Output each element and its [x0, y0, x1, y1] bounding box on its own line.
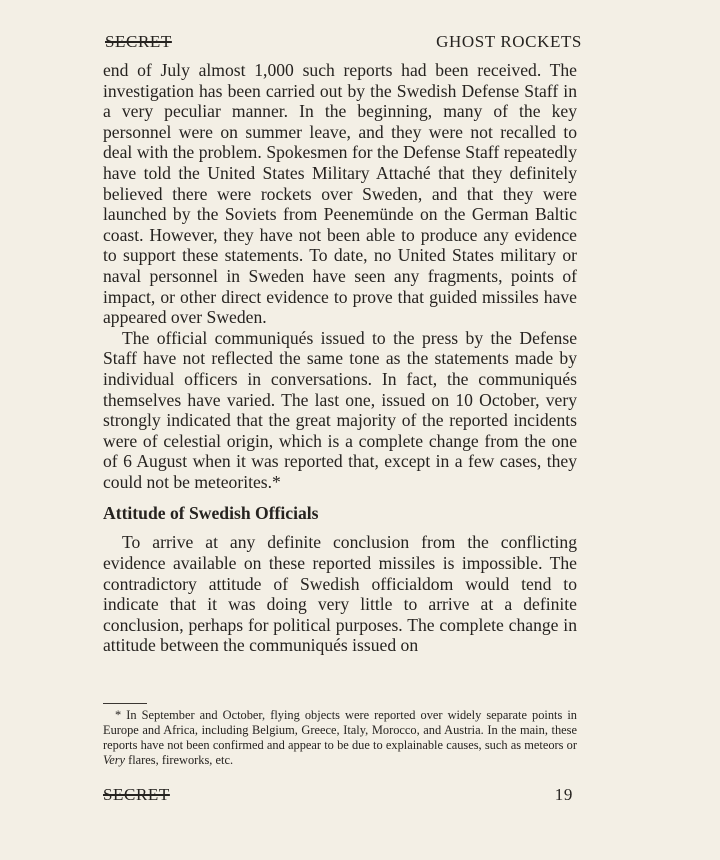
footer-classification-marking: SECRET [103, 785, 170, 804]
footnote-italic-term: Very [103, 753, 126, 767]
running-title: GHOST ROCKETS [436, 32, 582, 51]
paragraph-communiques: The official communiqués issued to the press by the Defense Staff have not reflected the same tone as the statements made by individual officers in conversations. In fact, the communiqués themselves have varied. The last one, issued on 10 October, very strongly indicated that the great majority of the reported incidents were of celestial origin, which is a complete change from the one of 6 August when it was reported that, except in a few cases, they could not be meteorites.* [103, 327, 577, 492]
footnote-divider [103, 703, 147, 704]
page-number: 19 [554, 785, 573, 804]
footnote-text-end: flares, fireworks, etc. [125, 753, 234, 767]
footnote-text-start: * In September and October, flying objects were reported over widely separate points in Europe and Africa, including Belgium, Greece, Italy, Morocco, and Austria. In the main, these reports have not been confirmed and appear to be due to explainable causes, such as meteors or [103, 708, 577, 752]
section-heading: Attitude of Swedish Officials [103, 503, 319, 524]
page-header [105, 32, 582, 52]
page-footer [103, 785, 573, 805]
footnote [103, 708, 577, 768]
paragraph-attitude: To arrive at any definite conclusion from the conflicting evidence available on these reported missiles is impossible. The contradictory attitude of Swedish officialdom would tend to indicate that it was doing very little to arrive at a definite conclusion, perhaps for political purposes. The complete change in attitude between the communiqués issued on [103, 532, 577, 656]
header-classification-marking: SECRET [105, 32, 172, 51]
paragraph-continued: end of July almost 1,000 such reports had been received. The investigation has been carried out by the Swedish Defense Staff in a very peculiar manner. In the beginning, many of the key personnel were on summer leave, and they were not recalled to deal with the problem. Spokesmen for the Defense Staff repeatedly have told the United States Military Attaché that they definitely believed there were rockets over Sweden, and that they were launched by the Soviets from Peenemünde on the German Baltic coast. However, they have not been able to produce any evidence to support these statements. To date, no United States military or naval personnel in Sweden have seen any fragments, points of impact, or other direct evidence to prove that guided missiles have appeared over Sweden. [103, 60, 577, 328]
body-text [103, 60, 577, 656]
